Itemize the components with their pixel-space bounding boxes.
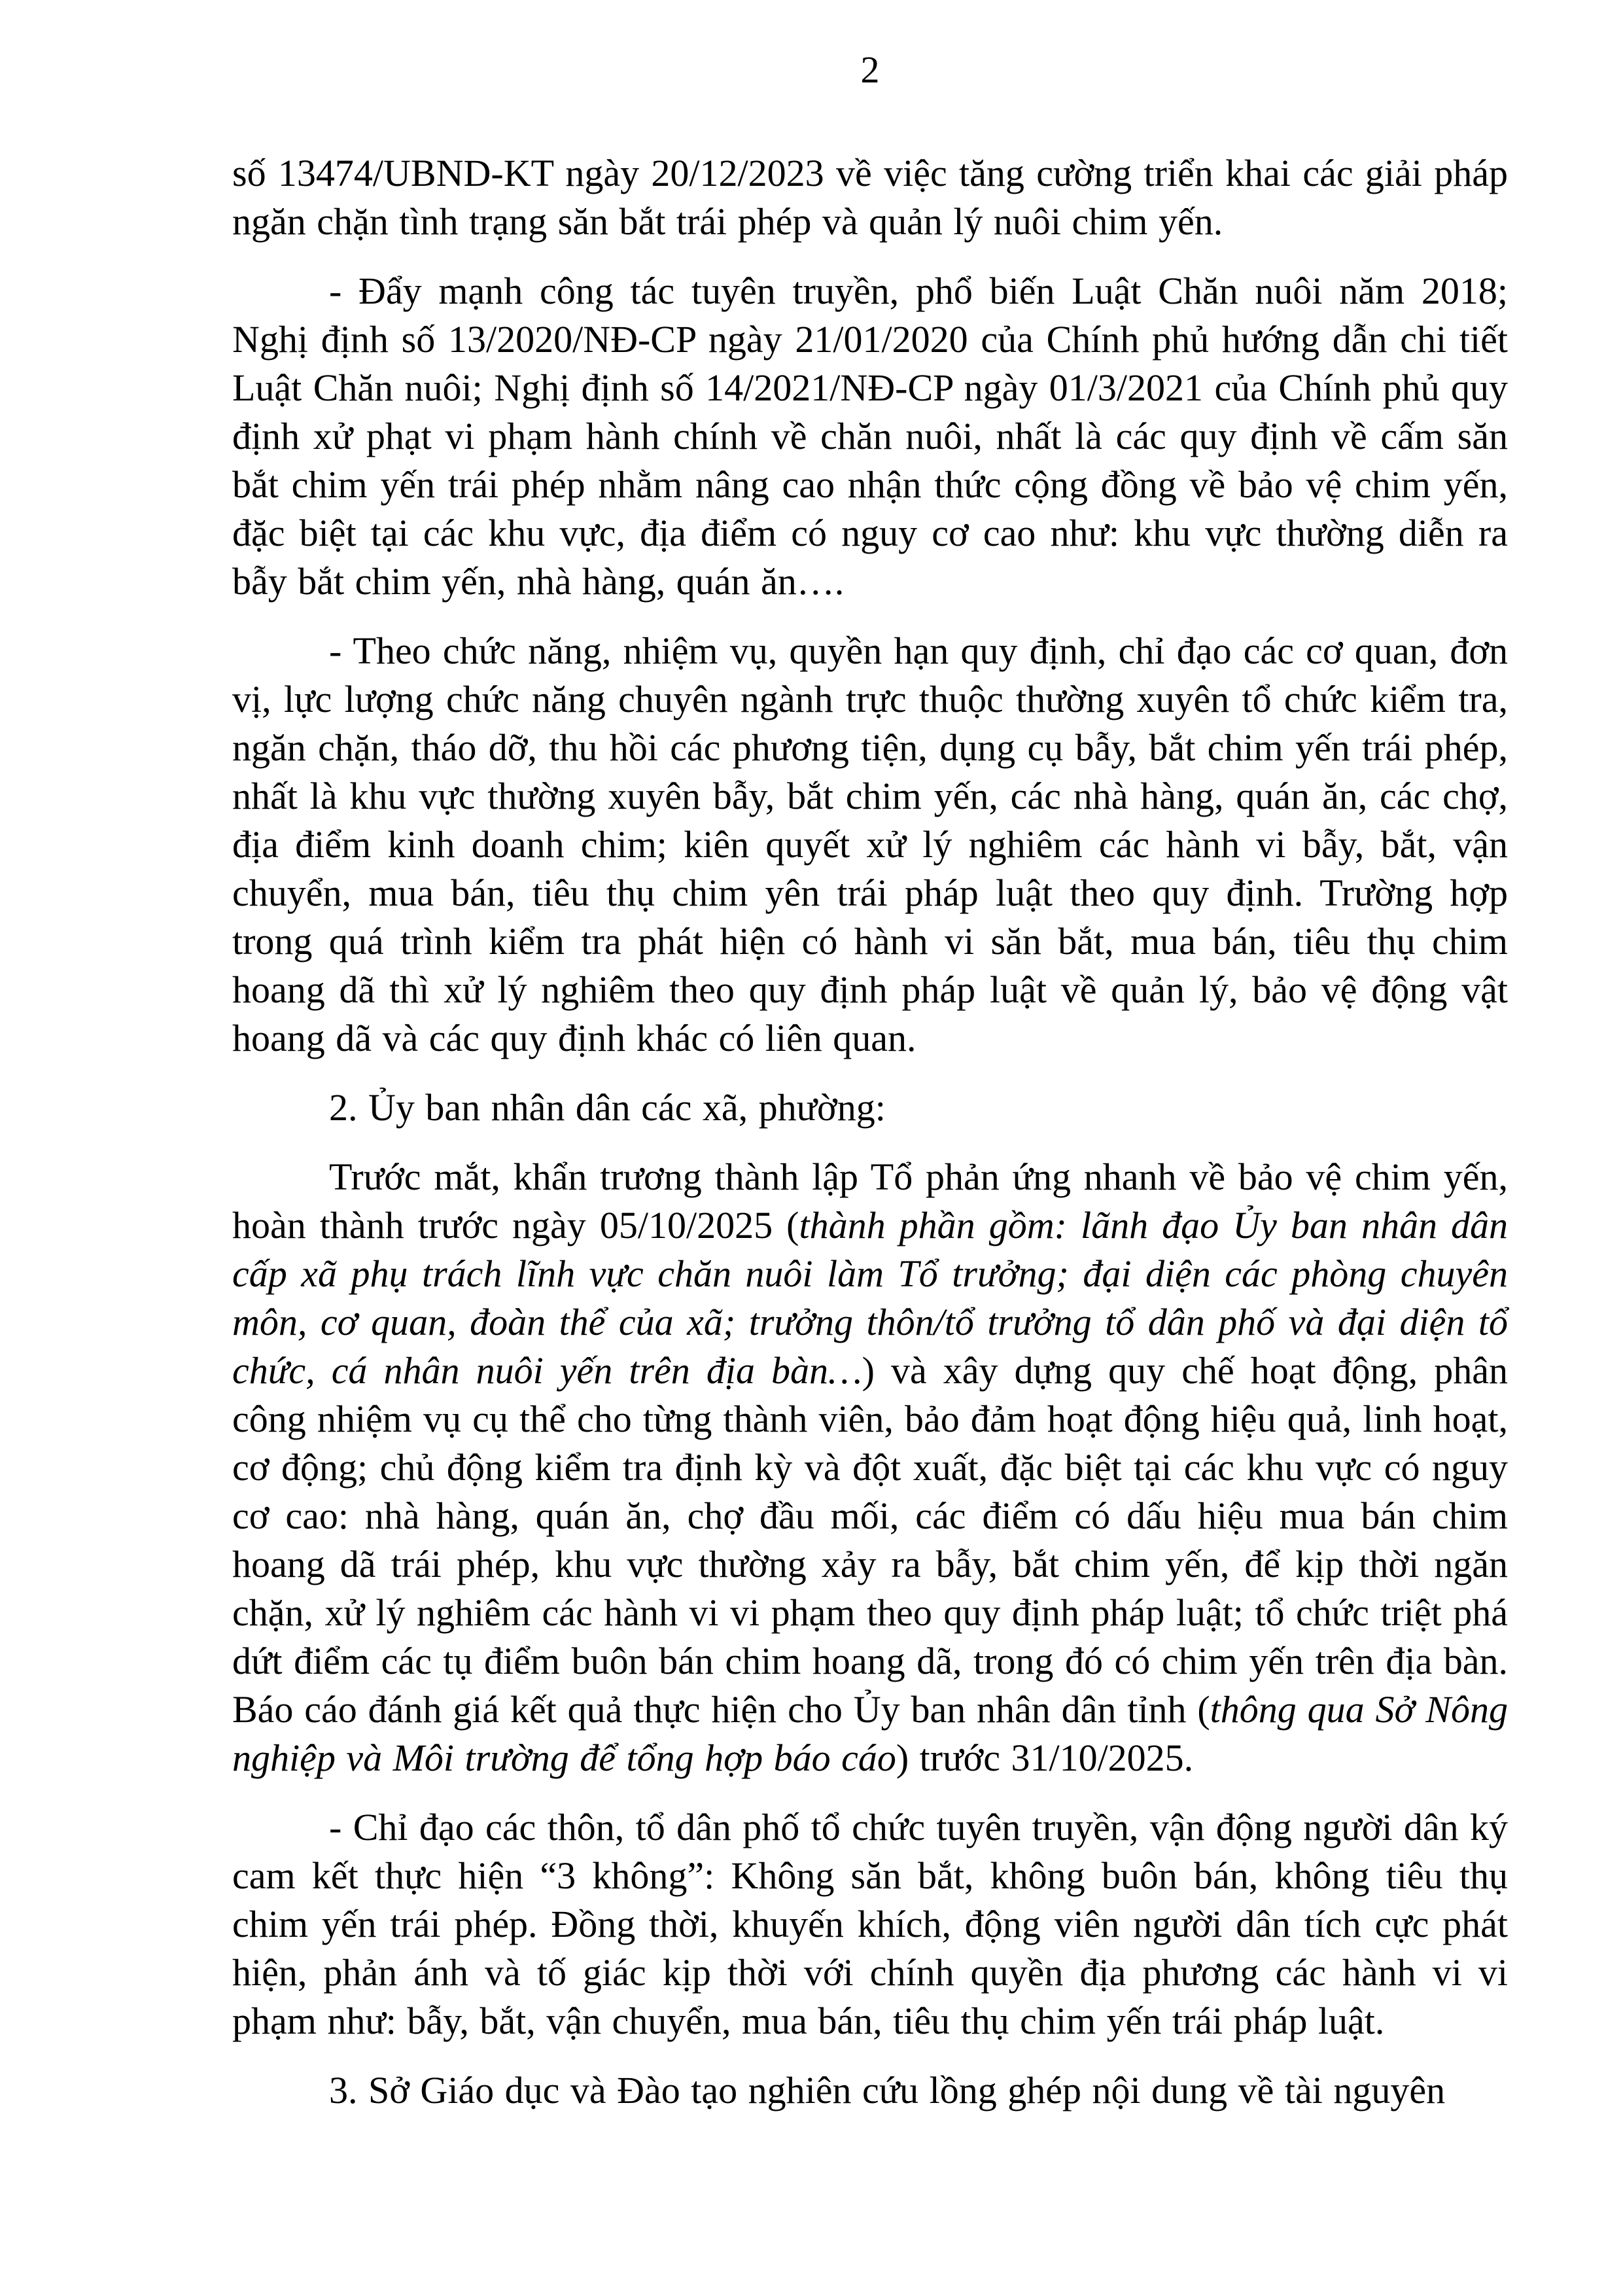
heading-uy-ban-nhan-dan-xa-phuong bbox=[232, 1084, 1508, 1132]
text-run: ) và xây dựng quy chế hoạt động, phân công nhiệm vụ cụ thể cho từng thành viên, bảo đảm hoạt động hiệu quả, linh hoạt, cơ động; chủ động kiểm tra định kỳ và đột xuất, đặc biệt tại các khu vực có nguy cơ cao: nhà hàng, quán ăn, chợ đầu mối, các điểm có dấu hiệu mua bán chim hoang dã trái phép, khu vực thường xảy ra bẫy, bắt chim yến, để kịp thời ngăn chặn, xử lý nghiêm các hành vi vi phạm theo quy định pháp luật; tổ chức triệt phá dứt điểm các tụ điểm buôn bán chim hoang dã, trong đó có chim yến trên địa bàn. Báo cáo đánh giá kết quả thực hiện cho Ủy ban nhân dân tỉnh ( bbox=[232, 1349, 1509, 1731]
text-run: 3. Sở Giáo dục và Đào tạo nghiên cứu lồng ghép nội dung về tài nguyên bbox=[329, 2069, 1446, 2111]
text-run: ) trước 31/10/2025. bbox=[896, 1737, 1194, 1779]
text-run: - Chỉ đạo các thôn, tổ dân phố tổ chức tuyên truyền, vận động người dân ký cam kết thực hiện “3 không”: Không săn bắt, không buôn bán, không tiêu thụ chim yến trái phép. Đồng thời, khuyến khích, động viên người dân tích cực phát hiện, phản ánh và tố giác kịp thời với chính quyền địa phương các hành vi vi phạm như: bẫy, bắt, vận chuyển, mua bán, tiêu thụ chim yến trái pháp luật. bbox=[232, 1806, 1508, 2042]
paragraph-continuation-congvan bbox=[232, 149, 1508, 246]
document-body bbox=[232, 149, 1508, 2115]
text-run: - Theo chức năng, nhiệm vụ, quyền hạn quy định, chỉ đạo các cơ quan, đơn vị, lực lượng chức năng chuyên ngành trực thuộc thường xuyên tổ chức kiểm tra, ngăn chặn, tháo dỡ, thu hồi các phương tiện, dụng cụ bẫy, bắt chim yến trái phép, nhất là khu vực thường xuyên bẫy, bắt chim yến, các nhà hàng, quán ăn, các chợ, địa điểm kinh doanh chim; kiên quyết xử lý nghiêm các hành vi bẫy, bắt, vận chuyển, mua bán, tiêu thụ chim yên trái pháp luật theo quy định. Trường hợp trong quá trình kiểm tra phát hiện có hành vi săn bắt, mua bán, tiêu thụ chim hoang dã thì xử lý nghiêm theo quy định pháp luật về quản lý, bảo vệ động vật hoang dã và các quy định khác có liên quan. bbox=[232, 629, 1508, 1059]
paragraph-to-phan-ung-nhanh bbox=[232, 1153, 1508, 1782]
paragraph-day-manh-tuyen-truyen bbox=[232, 267, 1508, 606]
text-run: 2. Ủy ban nhân dân các xã, phường: bbox=[329, 1086, 886, 1129]
text-run: - Đẩy mạnh công tác tuyên truyền, phổ biến Luật Chăn nuôi năm 2018; Nghị định số 13/2020/NĐ-CP ngày 21/01/2020 của Chính phủ hướng dẫn chi tiết Luật Chăn nuôi; Nghị định số 14/2021/NĐ-CP ngày 01/3/2021 của Chính phủ quy định xử phạt vi phạm hành chính về chăn nuôi, nhất là các quy định về cấm săn bắt chim yến trái phép nhằm nâng cao nhận thức cộng đồng về bảo vệ chim yến, đặc biệt tại các khu vực, địa điểm có nguy cơ cao như: khu vực thường diễn ra bẫy bắt chim yến, nhà hàng, quán ăn…. bbox=[232, 270, 1508, 603]
paragraph-chi-dao-thon-3-khong bbox=[232, 1803, 1508, 2045]
text-run: thành phần gồm: lãnh đạo Ủy ban nhân dân cấp xã phụ trách lĩnh vực chăn nuôi làm Tổ trưởng; đại diện các phòng chuyên môn, cơ quan, đoàn thể của xã; trưởng thôn/tổ trưởng tổ dân phố và đại diện tổ chức, cá nhân nuôi yến trên địa bàn… bbox=[232, 1204, 1508, 1392]
text-run: số 13474/UBND-KT ngày 20/12/2023 về việc tăng cường triển khai các giải pháp ngăn chặn tình trạng săn bắt trái phép và quản lý nuôi chim yến. bbox=[232, 152, 1508, 243]
page-number: 2 bbox=[860, 48, 880, 91]
text-run: thông qua Sở Nông nghiệp và Môi trường để tổng hợp báo cáo bbox=[232, 1688, 1508, 1779]
heading-so-giao-duc-dao-tao bbox=[232, 2066, 1508, 2115]
text-run: Trước mắt, khẩn trương thành lập Tổ phản ứng nhanh về bảo vệ chim yến, hoàn thành trước ngày 05/10/2025 ( bbox=[232, 1156, 1508, 1246]
paragraph-theo-chuc-nang bbox=[232, 627, 1508, 1063]
